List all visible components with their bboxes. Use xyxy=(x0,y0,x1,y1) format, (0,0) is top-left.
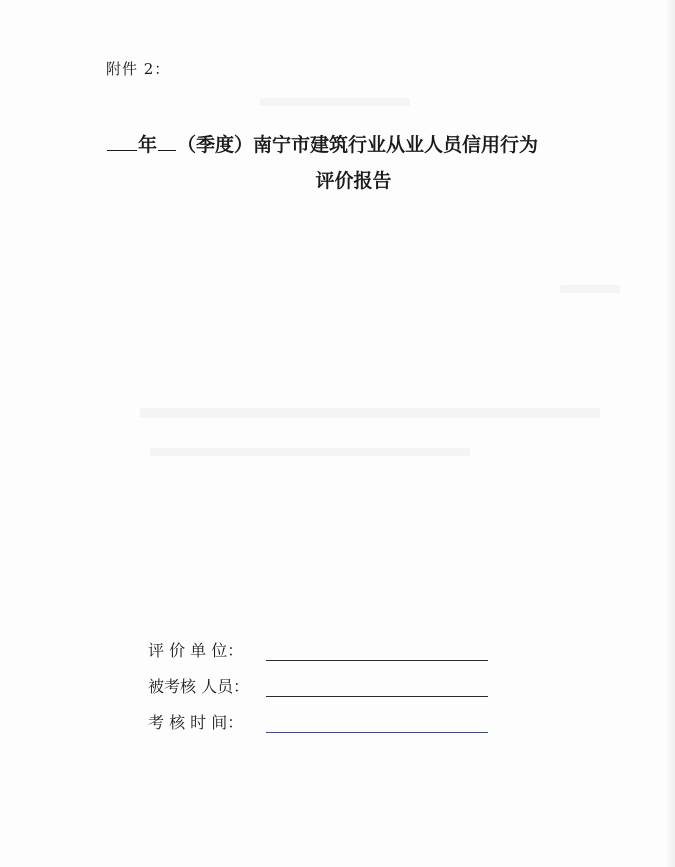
form-row-assessment-time xyxy=(148,710,488,733)
assessment-time-label: 考 核 时 间： xyxy=(148,713,244,732)
attachment-label: 附件 2： xyxy=(106,60,171,78)
report-title-line1 xyxy=(106,130,538,157)
scan-ghost-top xyxy=(260,98,410,106)
assessed-person-label: 被考核 人员： xyxy=(148,677,250,696)
title-quarter-text: （季度）南宁市建筑行业从业人员信用行为 xyxy=(177,134,539,156)
assessment-time-field[interactable] xyxy=(266,712,488,733)
year-blank[interactable] xyxy=(107,132,137,151)
assessed-person-field[interactable] xyxy=(266,676,488,697)
scan-ghost-mid xyxy=(140,408,600,418)
evaluation-unit-label: 评 价 单 位： xyxy=(148,641,244,660)
year-suffix: 年 xyxy=(138,134,158,156)
evaluation-unit-field[interactable] xyxy=(266,640,488,661)
scan-ghost-mid2 xyxy=(150,448,470,456)
form-row-assessed-person xyxy=(148,674,488,697)
scan-ghost-right xyxy=(560,285,620,293)
scan-edge-shadow xyxy=(665,0,675,867)
form-row-evaluation-unit xyxy=(148,638,488,661)
quarter-blank[interactable] xyxy=(158,132,176,151)
report-title-line2: 评价报告 xyxy=(315,170,392,192)
